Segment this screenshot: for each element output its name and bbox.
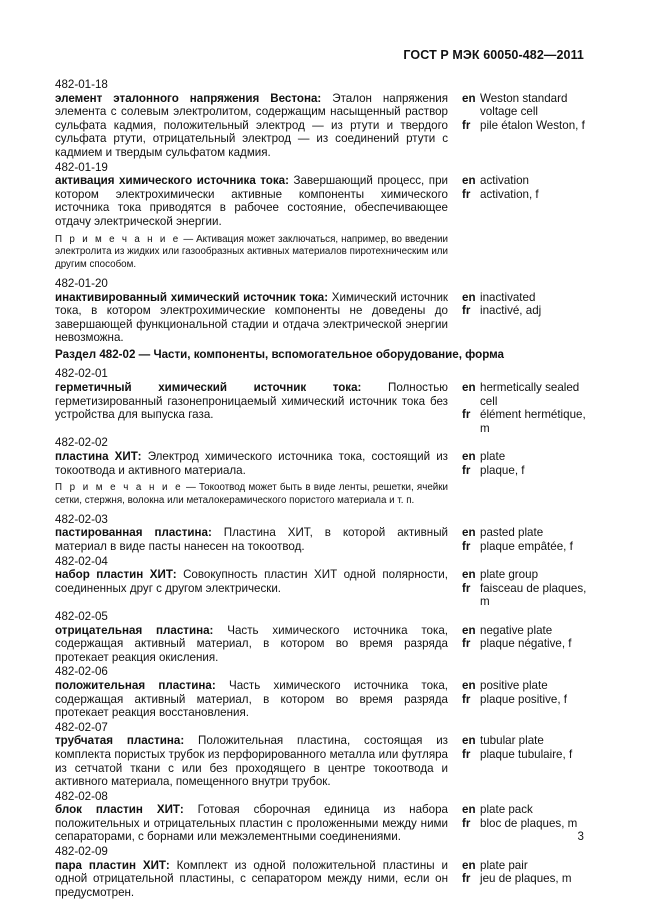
equivalent-en [462,803,587,817]
term-name: трубчатая пластина: [55,734,185,748]
equivalent-term: positive plate [480,678,548,692]
lang-code: fr [462,581,471,595]
note-text [55,234,448,272]
definition-body: Полностью герметизированный газонепроницаемый химический источник тока без устройства для выпуска газа. [55,381,448,422]
definition-body: Положительная пластина, состоящая из комплекта пористых трубок из перфорированного металла или футляра из сетчатой ткани с или без проходящего в центре токоотвода и активного материала, помещенного внутри трубок. [55,734,448,789]
term-definition-column [55,367,448,435]
definition-text [55,859,448,900]
note-label: П р и м е ч а н и е [55,482,183,494]
lang-code: en [462,734,476,748]
term-name: блок пластин ХИТ: [55,803,184,817]
equivalent-term: plate group [480,568,539,582]
equivalent-term: plaque, f [480,463,525,477]
definition-body: Готовая сборочная единица из набора положительных и отрицательных пластин с проложенными между ними сепараторами, с борнами или межэлементными соединениями. [55,803,449,844]
equivalents-column [462,92,587,160]
lang-code: en [462,803,476,817]
equivalents-column [462,526,587,553]
equivalent-term: activation, f [480,187,539,201]
equivalent-term: faisceau de plaques, m [480,581,587,609]
note-body: — Активация может заключаться, например, во введении электролита из жидких или газообразных активных материалов пиротехническим или другим способом. [55,233,449,271]
term-entry [55,277,587,345]
term-name: элемент эталонного напряжения Вестона: [55,91,322,105]
equivalent-term: negative plate [480,623,553,637]
equivalents-column [462,450,587,512]
term-entry [55,78,587,160]
term-definition-column [55,78,448,160]
equivalents-column [462,174,587,276]
equivalent-fr [462,748,587,762]
term-entry [55,513,587,554]
definition-body: Часть химического источника тока, содержащая активный материал, в котором во время разряда протекает реакция восстановления. [55,678,449,720]
term-code: 482-01-18 [55,78,108,91]
equivalent-term: plaque tubulaire, f [480,747,573,761]
definition-text [55,291,448,345]
definition-text [55,679,448,720]
lang-code: fr [462,540,471,554]
term-entry [55,436,587,511]
lang-code: en [462,290,476,304]
definition-text [55,568,448,595]
lang-code: fr [462,692,471,706]
term-name: герметичный химический источник тока: [55,381,362,395]
equivalent-term: plate pair [480,858,528,872]
lang-code: fr [462,187,471,201]
term-code: 482-02-01 [55,367,108,381]
term-code: 482-02-04 [55,554,108,568]
term-entry [55,790,587,844]
equivalents-column [462,679,587,720]
term-entry [55,161,587,276]
equivalent-fr [462,872,587,886]
term-code: 482-01-19 [55,160,108,174]
equivalent-term: pasted plate [480,526,544,540]
definition-body: Химический источник тока, в котором электрохимические компоненты не доведены до завершающей функциональной стадии и отдача электрической энергии невозможна. [55,290,448,345]
lang-code: fr [462,816,471,830]
equivalent-en [462,450,587,464]
equivalent-term: activation [480,174,529,188]
equivalent-term: plaque positive, f [480,692,568,706]
section-heading: Раздел 482-02 — Части, компоненты, вспомогательное оборудование, форма [55,347,505,361]
lang-code: fr [462,463,471,477]
term-entry [55,665,587,719]
equivalent-fr [462,304,587,318]
term-name: инактивированный химический источник тока: [55,290,329,304]
equivalent-term: plate pack [480,803,533,817]
lang-code: en [462,678,476,692]
equivalent-en [462,174,587,188]
equivalent-en [462,568,587,582]
lang-code: fr [462,304,471,318]
equivalent-term: jeu de plaques, m [480,872,572,886]
term-name: отрицательная пластина: [55,623,214,637]
term-definition-column [55,845,448,899]
lang-code: en [462,91,476,105]
term-name: пара пластин ХИТ: [55,858,170,872]
equivalents-column [462,859,587,900]
equivalent-term: inactivé, adj [480,304,542,318]
definition-text [55,381,448,422]
lang-code: fr [462,872,471,886]
definition-body: Эталон напряжения элемента с солевым электролитом, содержащим насыщенный раствор сульфата кадмия, положительный электрод — из ртути и твердого сульфата ртути, отрицательный электрод — из соединений ртути с кадмием и твердым сульфатом кадмия. [55,91,448,159]
definition-body: Электрод химического источника тока, состоящий из токоотвода и активного материала. [55,450,448,477]
equivalent-term: élément hermétique, m [480,408,586,435]
lang-code: fr [462,408,471,422]
term-definition-column [55,513,448,554]
definition-text [55,734,448,788]
term-name: пастированная пластина: [55,526,212,540]
equivalent-fr [462,693,587,707]
note-text [55,482,448,508]
term-definition-column [55,555,448,609]
term-definition-column [55,610,448,664]
lang-code: en [462,526,476,540]
equivalent-en [462,859,587,873]
term-entry [55,845,587,899]
definition-body: Комплект из одной положительной пластины и одной отрицательной пластины, с сепаратором между ними, если он предусмотрен. [55,858,449,899]
definition-body: Пластина ХИТ, в которой активный материал в виде пасты нанесен на токоотвод. [55,526,449,554]
term-entry [55,610,587,664]
lang-code: en [462,174,476,188]
equivalents-column [462,803,587,844]
term-definition-column [55,721,448,789]
equivalent-term: plate [480,450,506,464]
equivalent-fr [462,540,587,554]
equivalent-term: pile étalon Weston, f [480,118,585,132]
lang-code: en [462,623,476,637]
page-number: 3 [577,830,584,843]
term-code: 482-02-02 [55,436,108,450]
equivalent-term: Weston standard voltage cell [480,91,568,119]
lang-code: fr [462,637,471,651]
definition-text [55,526,448,553]
equivalent-term: inactivated [480,290,536,304]
equivalent-fr [462,464,587,478]
definition-body: Завершающий процесс, при котором электрохимически активные компоненты химического источника тока приводятся в рабочее состояние, обеспечивающее отдачу электрической энергии. [55,174,448,228]
equivalent-term: tubular plate [480,734,544,748]
equivalents-column [462,624,587,665]
term-name: набор пластин ХИТ: [55,568,177,582]
definition-text [55,92,448,160]
equivalent-en [462,624,587,638]
lang-code: en [462,450,476,464]
equivalents-column [462,381,587,435]
term-code: 482-01-20 [55,276,108,290]
lang-code: fr [462,747,471,761]
equivalent-en [462,291,587,305]
definition-body: Совокупность пластин ХИТ одной полярности, соединенных друг с другом электрически. [55,568,448,595]
definition-body: Часть химического источника тока, содержащая активный материал, в котором во время разряда протекает реакция окисления. [55,623,448,664]
lang-code: fr [462,118,471,132]
equivalents-column [462,291,587,345]
note-body: — Токоотвод может быть в виде ленты, решетки, ячейки сетки, стержня, волокна или металокерамического пористого материала и т. п. [55,482,448,507]
term-code: 482-02-08 [55,789,108,803]
equivalent-fr [462,119,587,133]
definition-text [55,174,448,228]
term-definition-column [55,665,448,719]
equivalent-term: plaque négative, f [480,637,572,651]
equivalent-term: bloc de plaques, m [480,816,578,830]
definition-text [55,450,448,477]
term-name: пластина ХИТ: [55,450,142,464]
lang-code: en [462,381,476,395]
definition-text [55,803,448,844]
equivalent-term: plaque empâtée, f [480,540,573,554]
document-body [55,78,587,900]
term-definition-column [55,790,448,844]
lang-code: en [462,858,476,872]
lang-code: en [462,568,476,582]
term-code: 482-02-09 [55,845,108,859]
equivalent-en [462,734,587,748]
equivalent-term: hermetically sealed cell [480,381,580,408]
equivalents-column [462,734,587,788]
term-code: 482-02-06 [55,665,108,679]
equivalents-column [462,568,587,609]
equivalent-fr [462,582,587,609]
term-entry [55,721,587,789]
equivalent-fr [462,188,587,202]
page-header: ГОСТ Р МЭК 60050-482—2011 [403,48,584,62]
term-code: 482-02-07 [55,720,108,734]
equivalent-en [462,526,587,540]
term-entry [55,367,587,435]
term-code: 482-02-05 [55,609,108,623]
note-label: П р и м е ч а н и е [55,233,181,245]
term-name: положительная пластина: [55,678,216,692]
equivalent-en [462,381,587,408]
equivalent-en [462,679,587,693]
equivalent-en [462,92,587,119]
term-code: 482-02-03 [55,512,108,526]
equivalent-fr [462,817,587,831]
term-definition-column [55,436,448,511]
term-entry [55,555,587,609]
definition-text [55,624,448,665]
term-definition-column [55,277,448,345]
term-name: активация химического источника тока: [55,174,289,188]
equivalent-fr [462,408,587,435]
term-definition-column [55,161,448,276]
equivalent-fr [462,637,587,651]
